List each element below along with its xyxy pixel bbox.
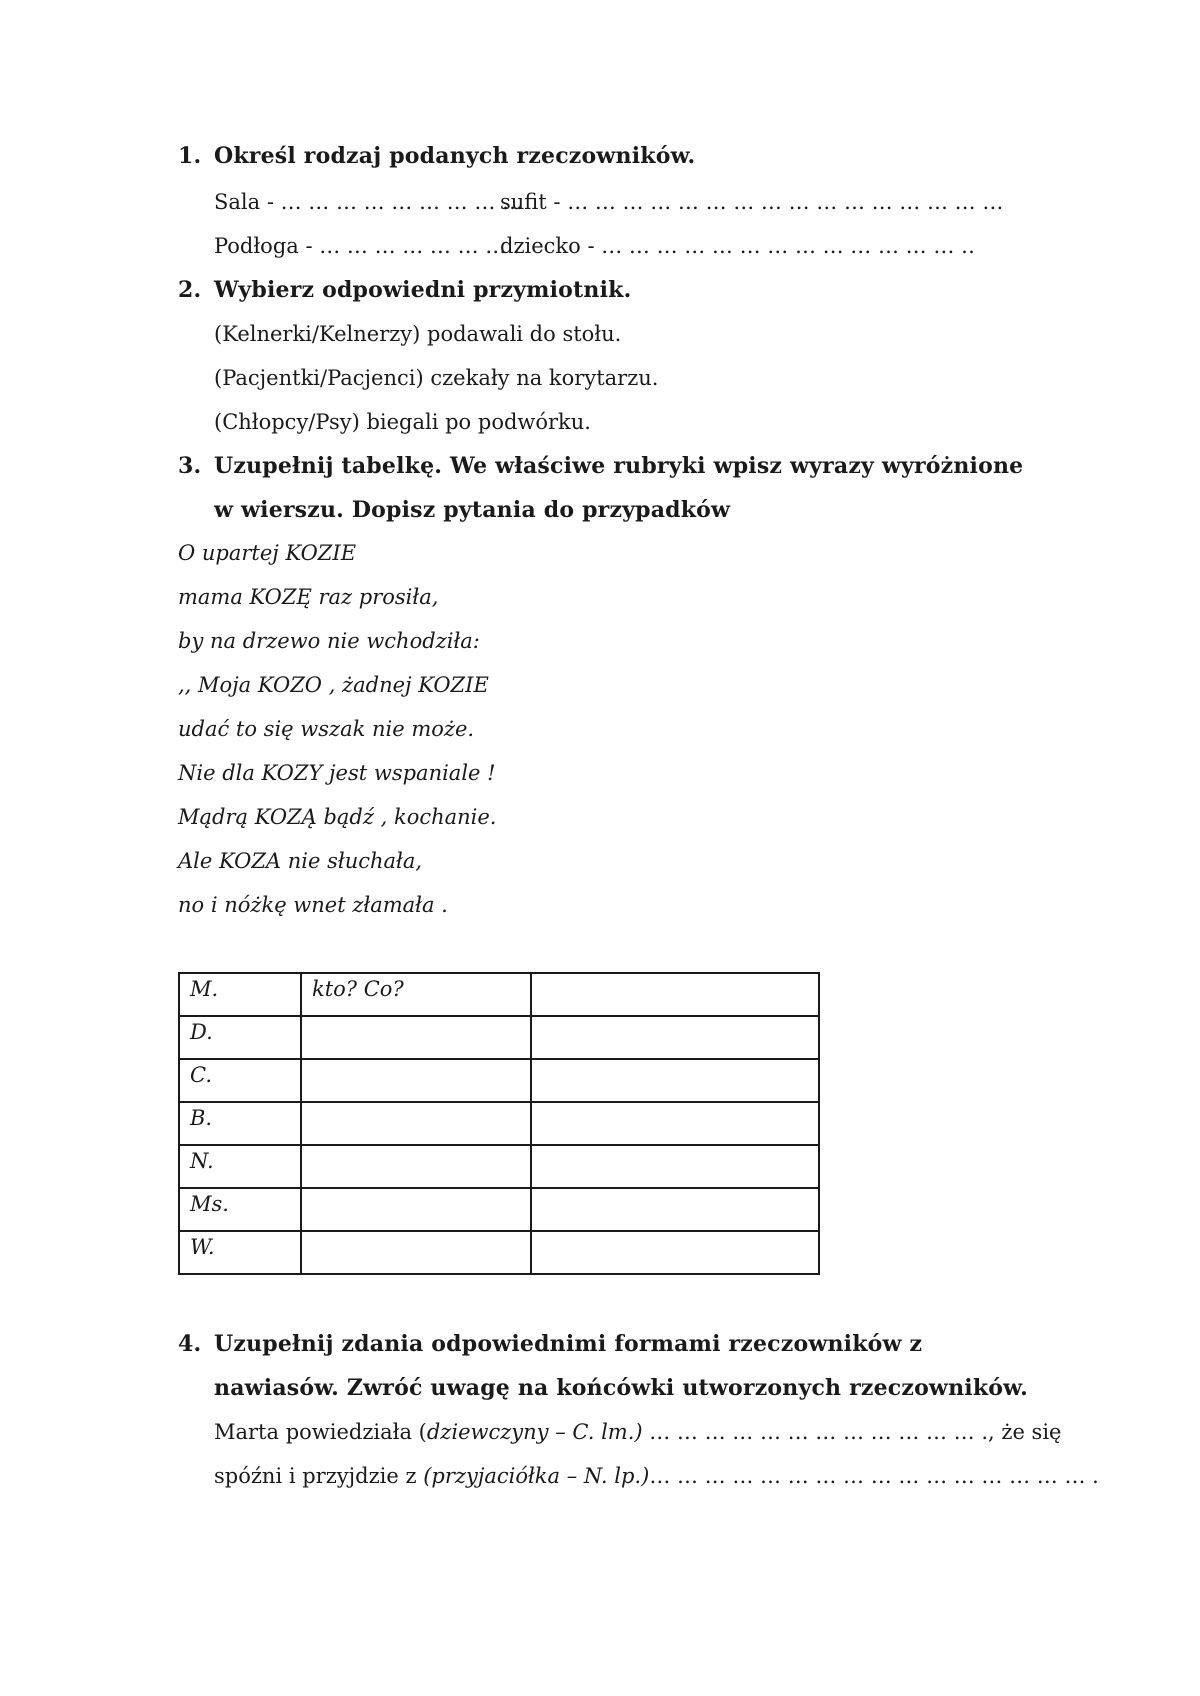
cases-table <box>178 972 820 1275</box>
task-2-sentence: (Chłopcy/Psy) biegali po podwórku. <box>214 410 591 434</box>
poem-line: udać to się wszak nie może. <box>178 717 475 741</box>
case-answer-cell[interactable] <box>531 1231 819 1274</box>
poem-line: no i nóżkę wnet złamała . <box>178 893 448 917</box>
poem-line: by na drzewo nie wchodziła: <box>178 629 480 653</box>
task-4-title-line-2: nawiasów. Zwróć uwagę na końcówki utworzonych rzeczowników. <box>214 1375 1028 1401</box>
poem-line: Mądrą KOZĄ bądź , kochanie. <box>178 805 497 829</box>
case-answer-cell[interactable] <box>531 1145 819 1188</box>
task-2-sentence: (Pacjentki/Pacjenci) czekały na korytarzu. <box>214 366 659 390</box>
task-1-heading <box>178 143 695 169</box>
case-label: D. <box>179 1016 301 1059</box>
case-label: C. <box>179 1059 301 1102</box>
poem-line: Nie dla KOZY jest wspaniale ! <box>178 761 496 785</box>
task-1-sala: Sala - … … … … … … … … … <box>214 190 523 214</box>
case-question-cell[interactable]: kto? Co? <box>301 973 531 1016</box>
task-1-sufit: sufit - … … … … … … … … … … … … … … … … <box>500 190 1004 214</box>
task-1-podloga: Podłoga - … … … … … … … . <box>214 234 520 258</box>
table-row <box>179 1016 819 1059</box>
table-row <box>179 1231 819 1274</box>
case-question-cell[interactable] <box>301 1145 531 1188</box>
case-label: W. <box>179 1231 301 1274</box>
case-label: Ms. <box>179 1188 301 1231</box>
poem-line: O upartej KOZIE <box>178 541 357 565</box>
fill-blank[interactable]: … … … … … … … … … … … … … … … … . <box>649 1464 1099 1488</box>
task-3-number: 3. <box>178 453 202 479</box>
task-4-title-line-1: Uzupełnij zdania odpowiednimi formami rzeczowników z <box>214 1331 923 1357</box>
task-1-number: 1. <box>178 143 202 169</box>
task-3-heading <box>178 453 1023 479</box>
task-4-sentence-1 <box>214 1420 1061 1444</box>
task-2-sentence: (Kelnerki/Kelnerzy) podawali do stołu. <box>214 322 622 346</box>
task-3-title-line-2: w wierszu. Dopisz pytania do przypadków <box>214 497 731 523</box>
poem-line: ,, Moja KOZO , żadnej KOZIE <box>178 673 489 697</box>
case-answer-cell[interactable] <box>531 973 819 1016</box>
task-1-dziecko: dziecko - … … … … … … … … … … … … … ‥ <box>500 234 976 258</box>
sentence-text: Marta powiedziała ( <box>214 1420 427 1444</box>
task-1-title: Określ rodzaj podanych rzeczowników. <box>214 143 696 169</box>
table-row <box>179 973 819 1016</box>
case-answer-cell[interactable] <box>531 1016 819 1059</box>
fill-blank[interactable]: … … … … … … … … … … … … ., że się <box>642 1420 1062 1444</box>
table-row <box>179 1145 819 1188</box>
case-answer-cell[interactable] <box>531 1188 819 1231</box>
task-4-heading <box>178 1331 922 1357</box>
case-question-cell[interactable] <box>301 1231 531 1274</box>
task-2-heading <box>178 277 631 303</box>
table-row <box>179 1059 819 1102</box>
case-answer-cell[interactable] <box>531 1102 819 1145</box>
task-4-sentence-2 <box>214 1464 1099 1488</box>
case-label: M. <box>179 973 301 1016</box>
poem-line: Ale KOZA nie słuchała, <box>178 849 423 873</box>
task-4-number: 4. <box>178 1331 202 1357</box>
poem-line: mama KOZĘ raz prosiła, <box>178 585 439 609</box>
case-label: B. <box>179 1102 301 1145</box>
case-label: N. <box>179 1145 301 1188</box>
task-2-number: 2. <box>178 277 202 303</box>
case-question-cell[interactable] <box>301 1059 531 1102</box>
sentence-text: spóźni i przyjdzie z <box>214 1464 424 1488</box>
table-row <box>179 1188 819 1231</box>
task-3-title-line-1: Uzupełnij tabelkę. We właściwe rubryki wpisz wyrazy wyróżnione <box>214 453 1024 479</box>
grammar-hint: dziewczyny – C. lm.) <box>426 1420 643 1444</box>
case-answer-cell[interactable] <box>531 1059 819 1102</box>
task-2-title: Wybierz odpowiedni przymiotnik. <box>214 277 632 303</box>
case-question-cell[interactable] <box>301 1102 531 1145</box>
case-question-cell[interactable] <box>301 1188 531 1231</box>
grammar-hint: (przyjaciółka – N. lp.) <box>423 1464 650 1488</box>
case-question-cell[interactable] <box>301 1016 531 1059</box>
table-row <box>179 1102 819 1145</box>
